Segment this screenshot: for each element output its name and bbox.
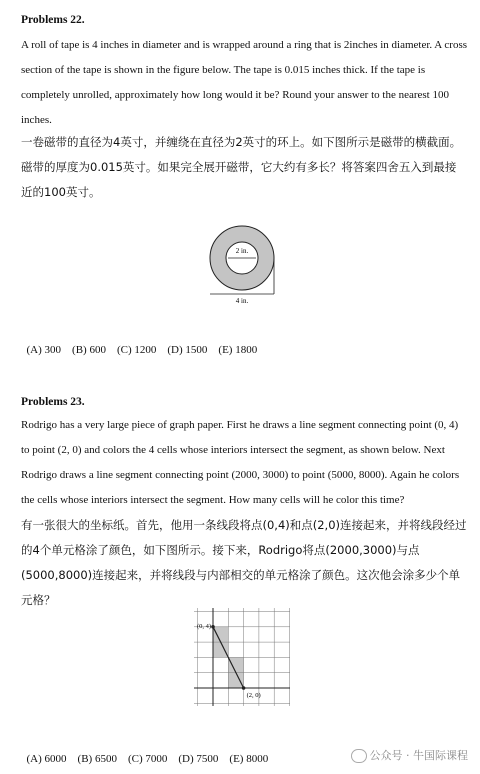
choice-c[interactable]: (C) 7000 xyxy=(127,753,168,765)
choice-d[interactable]: (D) 7500 xyxy=(178,753,219,765)
problem-23-text-zh: 有一张很大的坐标纸。首先，他用一条线段将点(0,4)和点(2,0)连接起来，并将线段经过的4个单元格涂了颜色，如下图所示。接下来，Rodrigo将点(2000,3000)与点(5000,8000)连接起来，并将线段与内部相交的单元格涂了颜色。这次他会涂多少个单元格？ xyxy=(21,518,467,607)
wechat-icon xyxy=(351,749,367,763)
shaded-cell xyxy=(213,642,228,657)
problem-23-choices xyxy=(21,741,279,765)
shaded-cell xyxy=(228,657,243,672)
point-b xyxy=(242,686,246,690)
outer-diameter-label: 4 in. xyxy=(235,297,249,305)
choice-b[interactable]: (B) 6500 xyxy=(77,753,117,765)
watermark-text: 公众号 · 牛国际课程 xyxy=(369,749,468,762)
point-a-label: (0, 4) xyxy=(197,622,212,630)
choice-e[interactable]: (E) 1800 xyxy=(218,344,258,356)
problem-23-text-en: Rodrigo has a very large piece of graph paper. First he draws a line segment connecting point (0, 4) to point (2, 0) and colors the 4 cells whose interiors intersect the segment, as shown below. Next Rodrigo draws a line segment connecting point (2000, 3000) to point (5000, 8000). Again he colors the cells whose interiors intersect the segment. How many cells will he color this time? xyxy=(21,419,460,506)
inner-diameter-label: 2 in. xyxy=(235,247,249,255)
problem-22-heading: Problems 22. xyxy=(21,14,85,26)
watermark xyxy=(351,747,469,763)
choice-b[interactable]: (B) 600 xyxy=(72,344,106,356)
problem-22-text-zh: 一卷磁带的直径为4英寸，并缠绕在直径为2英寸的环上。如下图所示是磁带的横截面。磁带的厚度为0.015英寸。如果完全展开磁带，它大约有多长？将答案四舍五入到最接近的100英寸。 xyxy=(21,135,462,199)
choice-a[interactable]: (A) 300 xyxy=(26,344,62,356)
shaded-cell xyxy=(213,627,228,642)
choice-e[interactable]: (E) 8000 xyxy=(229,753,269,765)
point-a xyxy=(211,625,215,629)
point-b-label: (2, 0) xyxy=(246,692,261,699)
graph-paper-figure xyxy=(194,608,290,706)
choice-a[interactable]: (A) 6000 xyxy=(26,753,67,765)
shaded-cell xyxy=(228,673,243,688)
choice-d[interactable]: (D) 1500 xyxy=(167,344,208,356)
problem-22-choices xyxy=(21,332,268,356)
problem-23-heading: Problems 23. xyxy=(21,396,85,408)
problem-22-text-en: A roll of tape is 4 inches in diameter and is wrapped around a ring that is 2inches in diameter. A cross section of the tape is shown in the figure below. The tape is 0.015 inches thick. If the tape is completely unrolled, approximately how long would it be? Round your answer to the nearest 100 inches. xyxy=(21,39,468,126)
choice-c[interactable]: (C) 1200 xyxy=(116,344,157,356)
tape-cross-section-figure xyxy=(200,220,296,306)
